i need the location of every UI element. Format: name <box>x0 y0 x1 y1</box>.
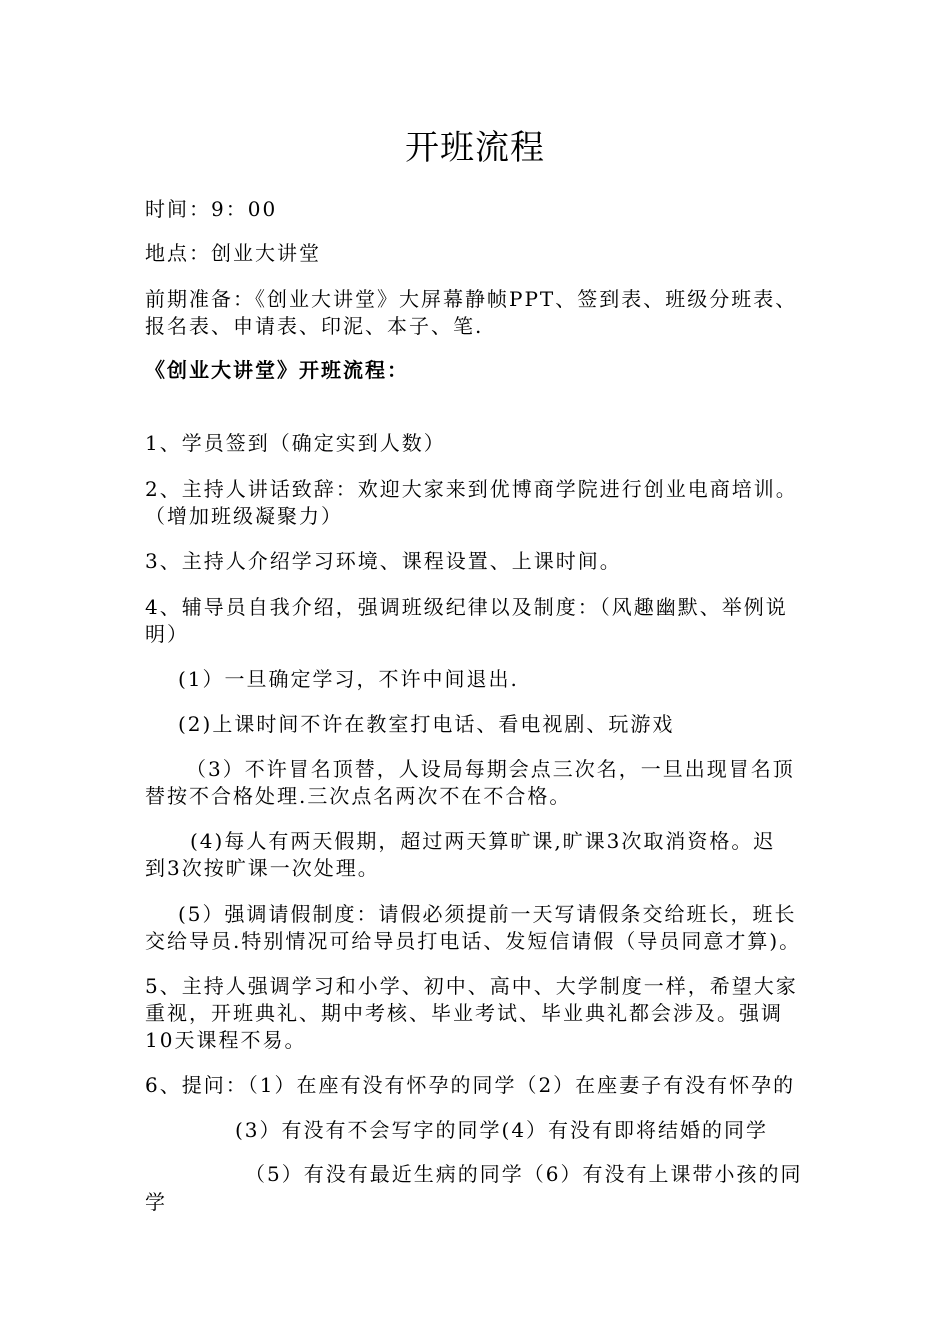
step-5-line-3: 10天课程不易。 <box>145 1028 307 1052</box>
step-2-line-1: 2、主持人讲话致辞：欢迎大家来到优博商学院进行创业电商培训。 <box>145 477 798 501</box>
preparation-line-1: 前期准备：《创业大讲堂》大屏幕静帧PPT、签到表、班级分班表、 <box>145 287 798 311</box>
step-5-line-1: 5、主持人强调学习和小学、初中、高中、大学制度一样，希望大家 <box>145 974 798 998</box>
step-6-line-4: 学 <box>145 1190 167 1214</box>
step-4-line-2: 明） <box>145 622 189 646</box>
location-line: 地点：创业大讲堂 <box>145 241 321 265</box>
rule-4-line-1: (4)每人有两天假期，超过两天算旷课,旷课3次取消资格。迟 <box>190 829 776 853</box>
step-2-line-2: （增加班级凝聚力） <box>145 504 343 528</box>
rule-5-line-1: (5）强调请假制度：请假必须提前一天写请假条交给班长，班长 <box>178 902 797 926</box>
section-heading: 《创业大讲堂》开班流程： <box>145 358 409 382</box>
step-6-line-2: (3）有没有不会写字的同学(4）有没有即将结婚的同学 <box>235 1118 769 1142</box>
step-5-line-2: 重视，开班典礼、期中考核、毕业考试、毕业典礼都会涉及。强调 <box>145 1001 783 1025</box>
step-6-line-3: （5）有没有最近生病的同学（6）有没有上课带小孩的同 <box>245 1162 803 1186</box>
page-title: 开班流程 <box>405 128 545 168</box>
rule-5-line-2: 交给导员.特别情况可给导员打电话、发短信请假（导员同意才算)。 <box>145 929 802 953</box>
time-line: 时间：9：00 <box>145 197 278 221</box>
rule-3-line-2: 替按不合格处理.三次点名两次不在不合格。 <box>145 784 572 808</box>
step-1: 1、学员签到（确定实到人数） <box>145 431 446 455</box>
preparation-line-2: 报名表、申请表、印泥、本子、笔. <box>145 314 484 338</box>
rule-3-line-1: （3）不许冒名顶替，人设局每期会点三次名，一旦出现冒名顶 <box>186 757 795 781</box>
step-6-line-1: 6、提问：（1）在座有没有怀孕的同学（2）在座妻子有没有怀孕的 <box>145 1073 796 1097</box>
rule-1: (1）一旦确定学习，不许中间退出. <box>178 667 519 691</box>
step-3: 3、主持人介绍学习环境、课程设置、上课时间。 <box>145 549 622 573</box>
rule-4-line-2: 到3次按旷课一次处理。 <box>145 856 380 880</box>
rule-2: (2)上课时间不许在教室打电话、看电视剧、玩游戏 <box>178 712 675 736</box>
step-4-line-1: 4、辅导员自我介绍，强调班级纪律以及制度：（风趣幽默、举例说 <box>145 595 788 619</box>
